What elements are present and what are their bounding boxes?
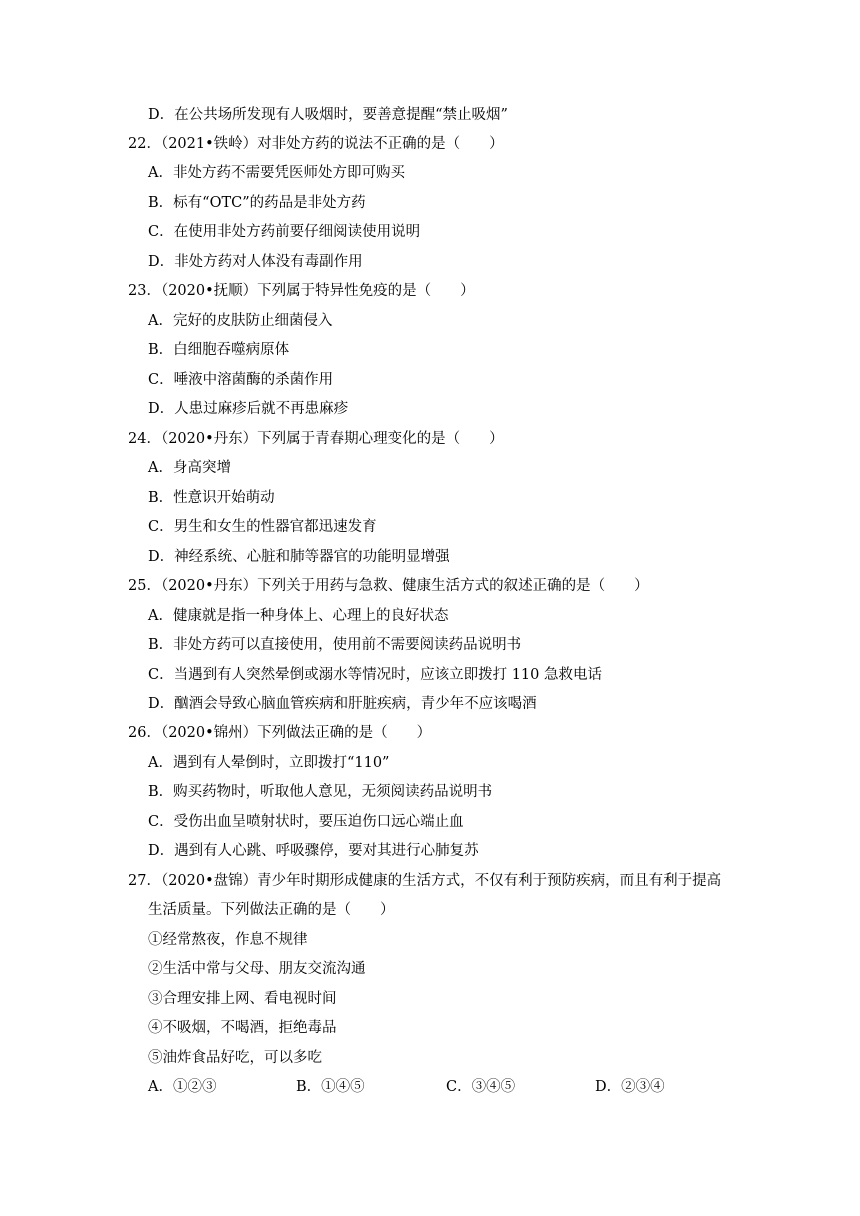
statement-line: ①经常熬夜，作息不规律 [148, 932, 308, 948]
option-line: D．酗酒会导致心脑血管疾病和肝脏疾病，青少年不应该喝酒 [148, 696, 537, 712]
option-line: D．遇到有人心跳、呼吸骤停，要对其进行心肺复苏 [148, 843, 479, 859]
statement-line: ②生活中常与父母、朋友交流沟通 [148, 961, 366, 977]
statement-line: ④不吸烟，不喝酒，拒绝毒品 [148, 1020, 337, 1036]
answer-choice-a: A．①②③ [148, 1079, 217, 1095]
option-line: C．受伤出血呈喷射状时，要压迫伤口远心端止血 [148, 814, 464, 830]
question-line-continuation: 生活质量。下列做法正确的是（ ） [148, 902, 395, 918]
option-line: B．购买药物时，听取他人意见，无须阅读药品说明书 [148, 784, 493, 800]
question-line: 24．（2020•丹东）下列属于青春期心理变化的是（ ） [128, 431, 504, 447]
question-line: 25．（2020•丹东）下列关于用药与急救、健康生活方式的叙述正确的是（ ） [128, 578, 649, 594]
option-line: B．标有“OTC”的药品是非处方药 [148, 195, 366, 211]
option-line: D．神经系统、心脏和肺等器官的功能明显增强 [148, 549, 450, 565]
question-line: 26．（2020•锦州）下列做法正确的是（ ） [128, 725, 432, 741]
option-line: C．在使用非处方药前要仔细阅读使用说明 [148, 224, 421, 240]
option-line: C．男生和女生的性器官都迅速发育 [148, 519, 377, 535]
option-line: B．非处方药可以直接使用，使用前不需要阅读药品说明书 [148, 637, 522, 653]
option-line: A．遇到有人晕倒时，立即拨打“110” [148, 755, 390, 771]
option-line: D．非处方药对人体没有毒副作用 [148, 254, 363, 270]
statement-line: ③合理安排上网、看电视时间 [148, 991, 337, 1007]
answer-choice-b: B．①④⑤ [296, 1079, 365, 1095]
option-line: B．性意识开始萌动 [148, 490, 275, 506]
option-line: A．健康就是指一种身体上、心理上的良好状态 [148, 608, 449, 624]
option-line: B．白细胞吞噬病原体 [148, 342, 290, 358]
option-line: D．在公共场所发现有人吸烟时，要善意提醒“禁止吸烟” [148, 107, 508, 123]
option-line: A．身高突增 [148, 460, 231, 476]
option-line: A．完好的皮肤防止细菌侵入 [148, 313, 333, 329]
question-line: 22．（2021•铁岭）对非处方药的说法不正确的是（ ） [128, 136, 504, 152]
question-line: 27．（2020•盘锦）青少年时期形成健康的生活方式，不仅有利于预防疾病，而且有利于提高 [128, 873, 722, 889]
answer-choice-d: D．②③④ [595, 1079, 665, 1095]
statement-line: ⑤油炸食品好吃，可以多吃 [148, 1050, 322, 1066]
option-line: D．人患过麻疹后就不再患麻疹 [148, 401, 349, 417]
option-line: A．非处方药不需要凭医师处方即可购买 [148, 165, 405, 181]
question-line: 23．（2020•抚顺）下列属于特异性免疫的是（ ） [128, 283, 475, 299]
option-line: C．唾液中溶菌酶的杀菌作用 [148, 372, 334, 388]
option-line: C．当遇到有人突然晕倒或溺水等情况时，应该立即拨打 110 急救电话 [148, 667, 602, 683]
answer-choice-c: C．③④⑤ [446, 1079, 516, 1095]
